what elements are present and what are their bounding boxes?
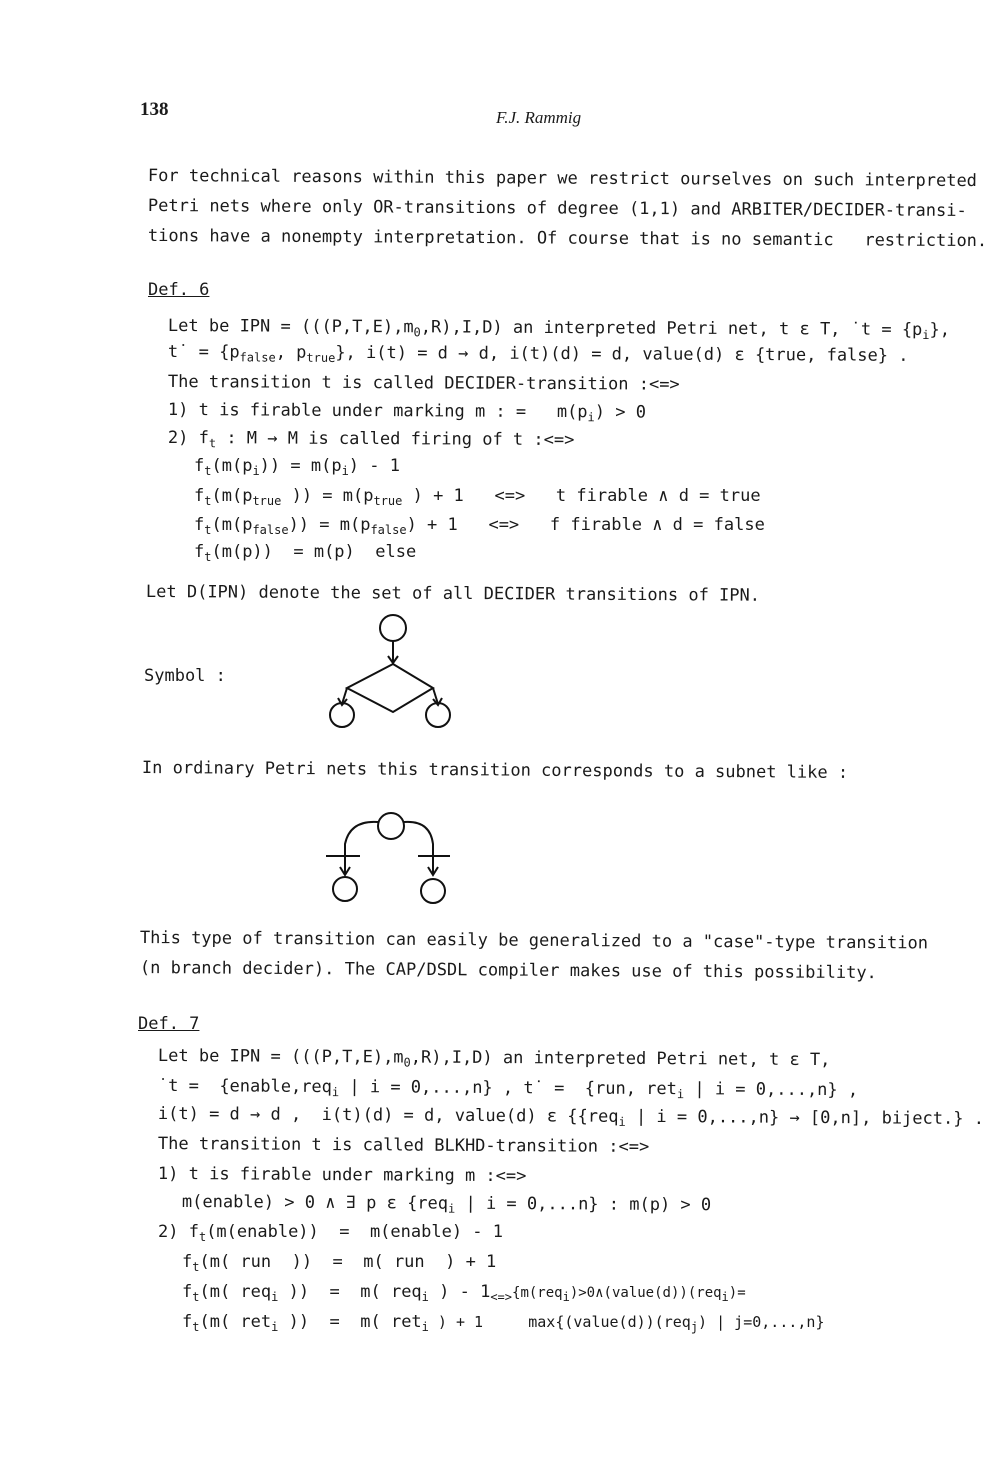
intro-line-3: tions have a nonempty interpretation. Of course that is no semantic restriction. — [147, 226, 988, 252]
def6-line-2: t˙ = {$p_{false}$, $p_{true}$}, i(t) = d → d, i(t)(d) = d, value(d) ε {true, false} . — [167, 342, 909, 366]
subnet-false-place — [333, 877, 357, 901]
running-header: F.J. Rammig — [496, 108, 582, 127]
true-output-place — [426, 703, 450, 727]
def6-line-4: 1) t is firable under marking m : = $m(p_i) > 0$ — [167, 400, 647, 425]
def7-line-7: 2) $f_t(m(enable))$ = m(enable) - 1 — [158, 1222, 503, 1244]
subnet-input-place — [378, 813, 404, 839]
def6-line-6: $f_t(m(p_i)) = m(p_i) - 1$ — [194, 456, 400, 478]
def7-line-9: $f_t(m$( req$_i$ )) = m( req$_i$ ) - $1_{<=>}\{m(req_i)>0\wedge(value(d))(req_i)=$ — [182, 1282, 746, 1304]
def7-line-8: $f_t(m$( run )) = m( run ) + 1 — [182, 1252, 497, 1274]
subnet-diagram — [316, 804, 466, 914]
def6-line-8: $f_t(m(p_{false})) = m(p_{false}) + 1$ <=> f firable ∧ d = false — [194, 515, 765, 537]
def7-heading: Def. 7 — [138, 1014, 200, 1034]
intro-line-2: Petri nets where only OR-transitions of degree (1,1) and ARBITER/DECIDER-transi- — [147, 196, 967, 222]
def6-heading: Def. 6 — [148, 280, 210, 300]
case-text-line-2: (n branch decider). The CAP/DSDL compiler makes use of this possibility. — [139, 958, 877, 984]
def6-line-5: 2) $f_t$ : M → M is called firing of t :<=> — [167, 428, 575, 451]
def7-line-1: Let be IPN = $(((P,T,E),m_0,R),I,D)$ an interpreted Petri net, t ε T, — [157, 1046, 831, 1071]
decider-symbol-diagram — [320, 608, 460, 738]
def6-line-1: Let be IPN = $(((P,T,E),m_0,R),I,D)$ an interpreted Petri net, t ε T, ˙t = $\{p_i\}$, — [167, 316, 951, 342]
def7-line-4: The transition t is called BLKHD-transition :<=> — [157, 1134, 650, 1158]
page-number: 138 — [140, 99, 169, 120]
def6-after-text: Let D(IPN) denote the set of all DECIDER transitions of IPN. — [145, 582, 761, 606]
false-output-place — [330, 703, 354, 727]
def7-line-3: i(t) = d → d , i(t)(d) = d, value(d) ε {{req$_i$ | i = 0,...,n} → [0,n], biject.} . — [157, 1104, 985, 1130]
def7-line-5: 1) t is firable under marking m :<=> — [157, 1164, 527, 1187]
def7-line-2: ˙t = {enable,req$_i$ | i = 0,...,n} , t˙ = {run, ret$_i$ | i = 0,...,n} , — [157, 1076, 859, 1102]
def6-line-3: The transition t is called DECIDER-transition :<=> — [167, 372, 680, 395]
input-place — [380, 615, 406, 641]
subnet-true-place — [421, 879, 445, 903]
intro-line-1: For technical reasons within this paper we restrict ourselves on such interpreted — [147, 166, 978, 192]
symbol-label: Symbol : — [144, 666, 226, 686]
def7-line-10: $f_t(m$( ret$_i$ )) = m( ret$_i$ ) + 1 max{(value(d))(req$_j$) | j=0,...,n} — [182, 1312, 825, 1334]
ordinary-petri-text: In ordinary Petri nets this transition corresponds to a subnet like : — [141, 758, 849, 783]
decider-transition-diamond — [347, 664, 433, 712]
case-text-line-1: This type of transition can easily be generalized to a "case"-type transition — [139, 928, 929, 954]
def7-line-6: m(enable) > 0 ∧ ∃ p ε {req$_i$ | i = 0,...n} : m(p) > 0 — [181, 1192, 712, 1216]
def6-line-9: $f_t(m(p)) = m(p)$ else — [194, 542, 417, 564]
def6-line-7: $f_t(m(p_{true}$ )) = $m(p_{true}$ ) + 1 <=> t firable ∧ d = true — [194, 486, 761, 508]
